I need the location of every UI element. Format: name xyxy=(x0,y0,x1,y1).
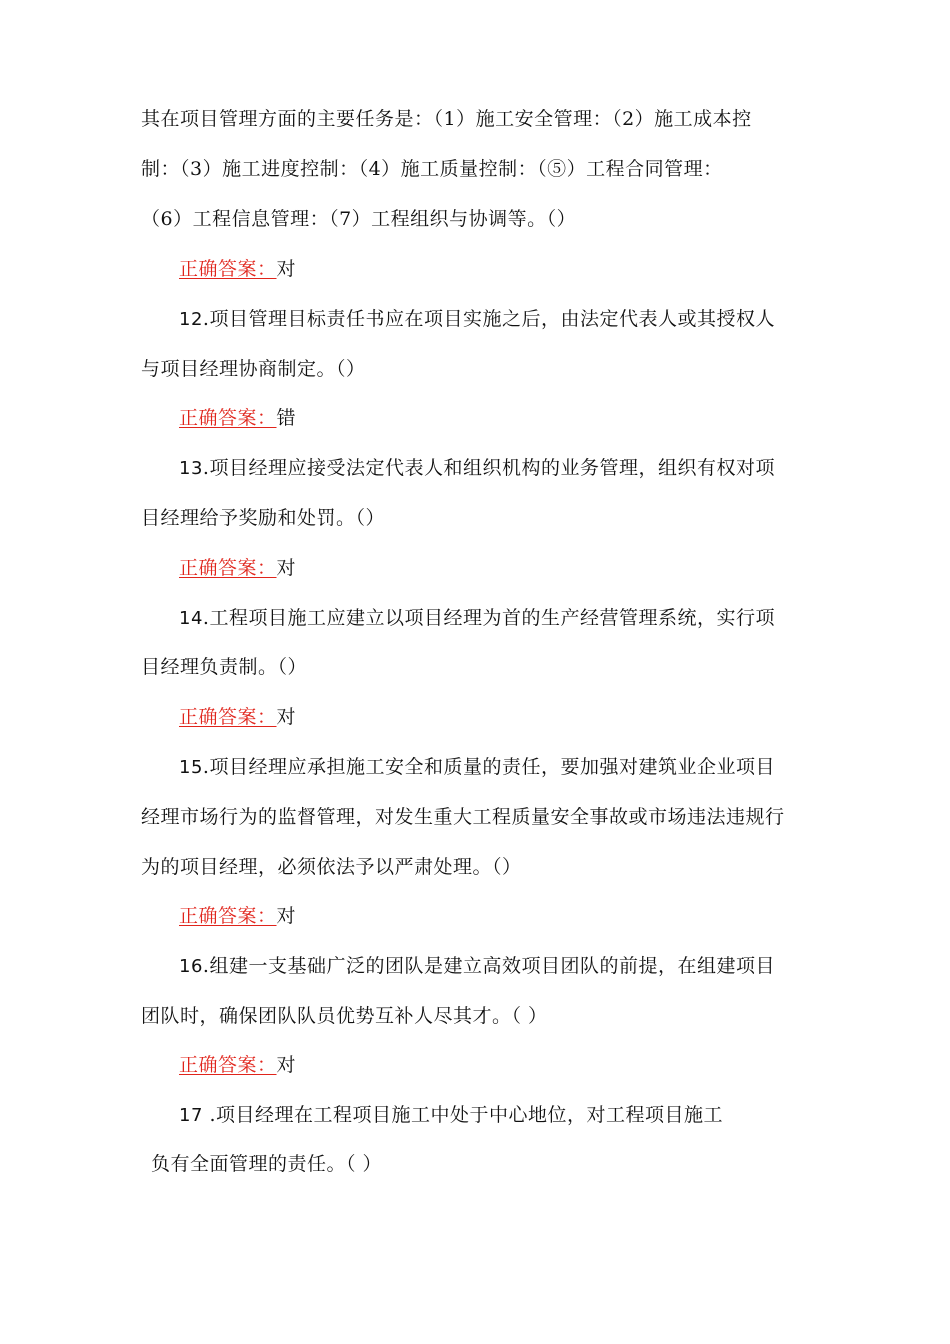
answer-line xyxy=(179,705,296,729)
intro-line-1: 其在项目管理方面的主要任务是：（1）施工安全管理：（2）施工成本控 xyxy=(141,108,752,130)
question-13-line-2: 目经理给予奖励和处罚。（） xyxy=(141,507,386,529)
question-text: .工程项目施工应建立以项目经理为首的生产经营管理系统，实行项 xyxy=(202,607,775,629)
answer-value: 对 xyxy=(276,557,297,579)
answer-label: 正确答案： xyxy=(179,1054,277,1076)
question-15-line-2: 经理市场行为的监督管理，对发生重大工程质量安全事故或市场违法违规行 xyxy=(141,806,785,828)
answer-label: 正确答案： xyxy=(179,706,277,728)
question-text: .项目经理在工程项目施工中处于中心地位，对工程项目施工 xyxy=(202,1104,723,1126)
intro-line-2: 制：（3）施工进度控制：（4）施工质量控制：（⑤）工程合同管理： xyxy=(141,158,723,180)
question-15-line-3: 为的项目经理，必须依法予以严肃处理。（） xyxy=(141,856,522,878)
answer-line xyxy=(179,556,296,580)
question-13-line-1 xyxy=(179,456,775,481)
answer-label: 正确答案： xyxy=(179,258,277,280)
question-17-line-2: 负有全面管理的责任。（ ） xyxy=(151,1153,383,1175)
question-17-line-1 xyxy=(179,1103,723,1128)
question-number: 12 xyxy=(179,309,203,330)
question-16-line-1 xyxy=(179,954,775,979)
answer-line xyxy=(179,1053,296,1077)
question-text: .项目管理目标责任书应在项目实施之后，由法定代表人或其授权人 xyxy=(202,308,775,330)
answer-value: 对 xyxy=(276,258,297,280)
question-text: .组建一支基础广泛的团队是建立高效项目团队的前提，在组建项目 xyxy=(202,955,775,977)
answer-label: 正确答案： xyxy=(179,407,277,429)
question-text: .项目经理应承担施工安全和质量的责任，要加强对建筑业企业项目 xyxy=(202,756,775,778)
answer-label: 正确答案： xyxy=(179,905,277,927)
question-number: 15 xyxy=(179,757,203,778)
question-15-line-1 xyxy=(179,755,775,780)
answer-value: 错 xyxy=(276,407,297,429)
answer-line xyxy=(179,406,296,430)
question-14-line-2: 目经理负责制。（） xyxy=(141,656,308,678)
question-text: .项目经理应接受法定代表人和组织机构的业务管理，组织有权对项 xyxy=(202,457,775,479)
question-number: 17 xyxy=(179,1105,203,1126)
answer-label: 正确答案： xyxy=(179,557,277,579)
question-number: 16 xyxy=(179,956,203,977)
answer-value: 对 xyxy=(276,905,297,927)
question-number: 14 xyxy=(179,608,203,629)
answer-value: 对 xyxy=(276,706,297,728)
question-12-line-1 xyxy=(179,307,775,332)
answer-line xyxy=(179,257,296,281)
intro-line-3: （6）工程信息管理：（7）工程组织与协调等。（） xyxy=(141,208,577,230)
question-number: 13 xyxy=(179,458,203,479)
question-14-line-1 xyxy=(179,606,775,631)
question-16-line-2: 团队时，确保团队队员优势互补人尽其才。（ ） xyxy=(141,1005,548,1027)
answer-value: 对 xyxy=(276,1054,297,1076)
question-12-line-2: 与项目经理协商制定。（） xyxy=(141,358,366,380)
answer-line xyxy=(179,904,296,928)
